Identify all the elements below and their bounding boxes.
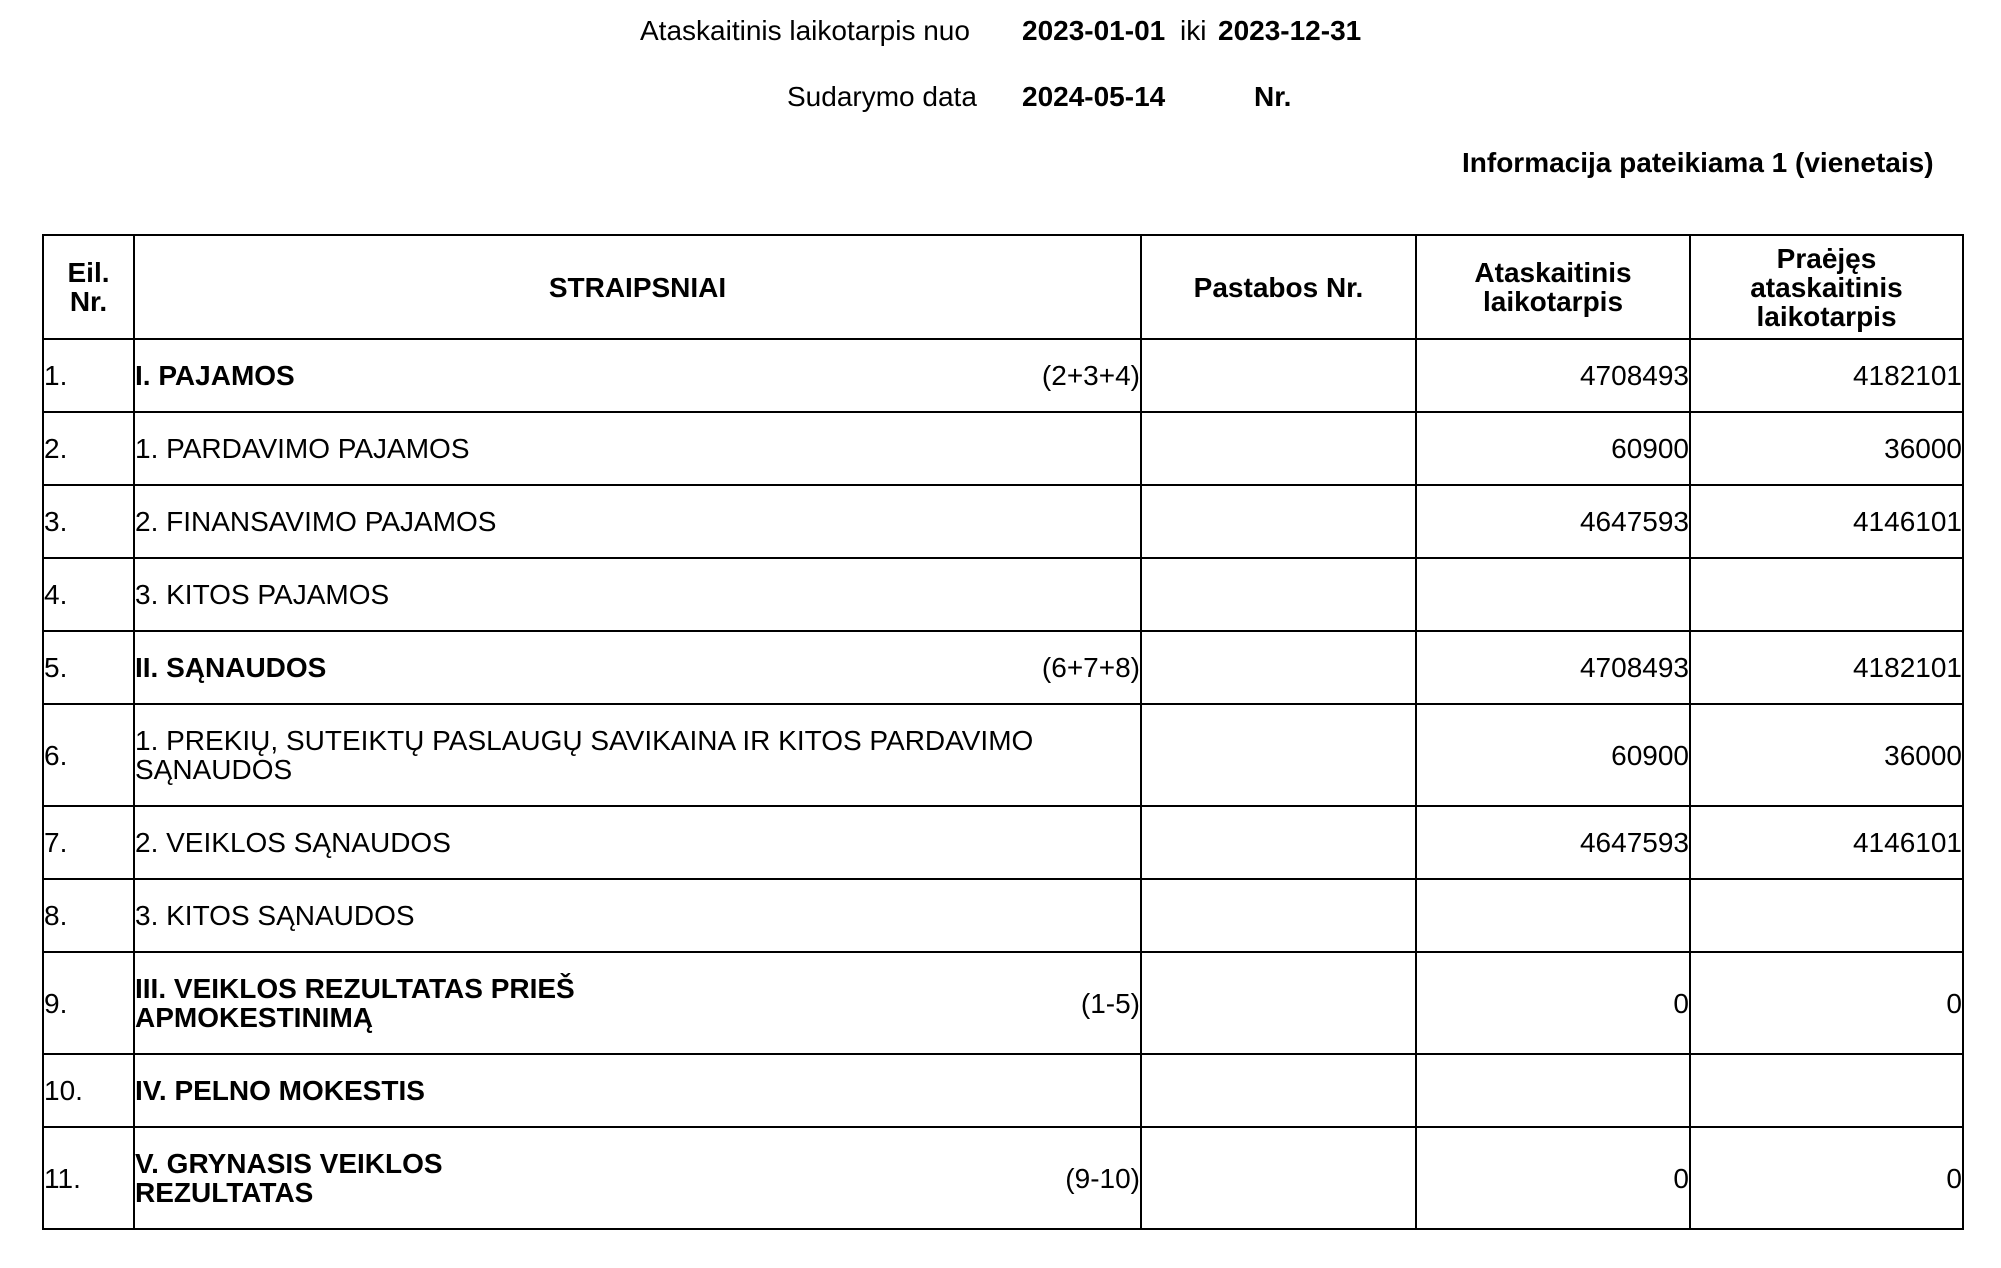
row-previous-value: 36000 bbox=[1690, 412, 1963, 485]
row-number: 6. bbox=[43, 704, 134, 806]
row-previous-value: 4182101 bbox=[1690, 631, 1963, 704]
row-item-cell bbox=[134, 485, 1141, 558]
row-current-value: 0 bbox=[1416, 1127, 1690, 1229]
table-row bbox=[43, 1127, 1963, 1229]
row-item-label: 1. PARDAVIMO PAJAMOS bbox=[135, 433, 470, 464]
table-row bbox=[43, 485, 1963, 558]
row-current-value: 4647593 bbox=[1416, 485, 1690, 558]
row-item-cell bbox=[134, 704, 1141, 806]
row-item-cell bbox=[134, 952, 1141, 1054]
row-formula: (2+3+4) bbox=[1041, 360, 1140, 391]
row-item-cell bbox=[134, 806, 1141, 879]
row-previous-value: 0 bbox=[1690, 952, 1963, 1054]
row-note bbox=[1141, 412, 1416, 485]
row-item-label: III. VEIKLOS REZULTATAS PRIEŠ APMOKESTINIMĄ bbox=[135, 973, 575, 1033]
row-item-label: II. SĄNAUDOS bbox=[135, 652, 327, 683]
row-note bbox=[1141, 631, 1416, 704]
row-item-label: 3. KITOS SĄNAUDOS bbox=[135, 900, 415, 931]
row-item-label: IV. PELNO MOKESTIS bbox=[135, 1075, 425, 1106]
table-row bbox=[43, 339, 1963, 412]
row-item-cell bbox=[134, 1054, 1141, 1127]
table-row bbox=[43, 558, 1963, 631]
row-number: 10. bbox=[43, 1054, 134, 1127]
col-header-nr: Eil. Nr. bbox=[43, 235, 134, 339]
row-current-value: 4708493 bbox=[1416, 339, 1690, 412]
row-number: 2. bbox=[43, 412, 134, 485]
number-label: Nr. bbox=[1254, 81, 1292, 112]
row-item-cell bbox=[134, 1127, 1141, 1229]
row-note bbox=[1141, 704, 1416, 806]
table-row bbox=[43, 412, 1963, 485]
row-item-label: 2. FINANSAVIMO PAJAMOS bbox=[135, 506, 497, 537]
col-header-current: Ataskaitinis laikotarpis bbox=[1416, 235, 1690, 339]
row-current-value: 4647593 bbox=[1416, 806, 1690, 879]
row-previous-value bbox=[1690, 558, 1963, 631]
row-number: 9. bbox=[43, 952, 134, 1054]
row-previous-value: 36000 bbox=[1690, 704, 1963, 806]
row-previous-value bbox=[1690, 1054, 1963, 1127]
row-note bbox=[1141, 806, 1416, 879]
row-current-value: 0 bbox=[1416, 952, 1690, 1054]
row-item-label: I. PAJAMOS bbox=[135, 360, 295, 391]
row-item-label: 2. VEIKLOS SĄNAUDOS bbox=[135, 827, 451, 858]
row-current-value bbox=[1416, 1054, 1690, 1127]
row-note bbox=[1141, 952, 1416, 1054]
table-row bbox=[43, 631, 1963, 704]
row-current-value bbox=[1416, 879, 1690, 952]
period-to-label: iki bbox=[1180, 15, 1207, 46]
date-value: 2024-05-14 bbox=[1022, 81, 1166, 112]
row-current-value: 60900 bbox=[1416, 704, 1690, 806]
row-item-cell bbox=[134, 558, 1141, 631]
row-formula: (6+7+8) bbox=[1041, 652, 1140, 683]
row-previous-value: 4146101 bbox=[1690, 806, 1963, 879]
row-number: 4. bbox=[43, 558, 134, 631]
row-previous-value bbox=[1690, 879, 1963, 952]
row-note bbox=[1141, 879, 1416, 952]
row-previous-value: 4146101 bbox=[1690, 485, 1963, 558]
report-table bbox=[42, 234, 1964, 1230]
period-from: 2023-01-01 bbox=[1022, 15, 1166, 46]
table-row bbox=[43, 1054, 1963, 1127]
table-header-row bbox=[43, 235, 1963, 339]
table-row bbox=[43, 806, 1963, 879]
row-item-label: 3. KITOS PAJAMOS bbox=[135, 579, 390, 610]
row-current-value bbox=[1416, 558, 1690, 631]
row-number: 7. bbox=[43, 806, 134, 879]
row-previous-value: 4182101 bbox=[1690, 339, 1963, 412]
row-number: 5. bbox=[43, 631, 134, 704]
row-number: 3. bbox=[43, 485, 134, 558]
row-formula: (1-5) bbox=[1080, 987, 1140, 1019]
col-header-items: STRAIPSNIAI bbox=[134, 235, 1141, 339]
table-row bbox=[43, 952, 1963, 1054]
row-item-label: 1. PREKIŲ, SUTEIKTŲ PASLAUGŲ SAVIKAINA IR KITOS PARDAVIMO SĄNAUDOS bbox=[135, 725, 1034, 785]
row-formula: (9-10) bbox=[1065, 1162, 1140, 1194]
table-body bbox=[43, 339, 1963, 1229]
col-header-previous: Praėjęs ataskaitinis laikotarpis bbox=[1690, 235, 1963, 339]
row-note bbox=[1141, 558, 1416, 631]
row-previous-value: 0 bbox=[1690, 1127, 1963, 1229]
row-note bbox=[1141, 485, 1416, 558]
row-number: 1. bbox=[43, 339, 134, 412]
table-row bbox=[43, 879, 1963, 952]
row-item-cell bbox=[134, 412, 1141, 485]
row-item-label: V. GRYNASIS VEIKLOS REZULTATAS bbox=[135, 1148, 443, 1208]
row-note bbox=[1141, 1127, 1416, 1229]
period-label: Ataskaitinis laikotarpis nuo bbox=[640, 15, 970, 46]
period-to: 2023-12-31 bbox=[1218, 15, 1362, 46]
row-number: 8. bbox=[43, 879, 134, 952]
row-number: 11. bbox=[43, 1127, 134, 1229]
row-note bbox=[1141, 1054, 1416, 1127]
row-current-value: 4708493 bbox=[1416, 631, 1690, 704]
info-note: Informacija pateikiama 1 (vienetais) bbox=[1462, 147, 1934, 178]
table-row bbox=[43, 704, 1963, 806]
row-item-cell bbox=[134, 339, 1141, 412]
row-item-cell bbox=[134, 631, 1141, 704]
row-item-cell bbox=[134, 879, 1141, 952]
row-current-value: 60900 bbox=[1416, 412, 1690, 485]
row-note bbox=[1141, 339, 1416, 412]
col-header-note: Pastabos Nr. bbox=[1141, 235, 1416, 339]
date-label: Sudarymo data bbox=[787, 81, 977, 112]
